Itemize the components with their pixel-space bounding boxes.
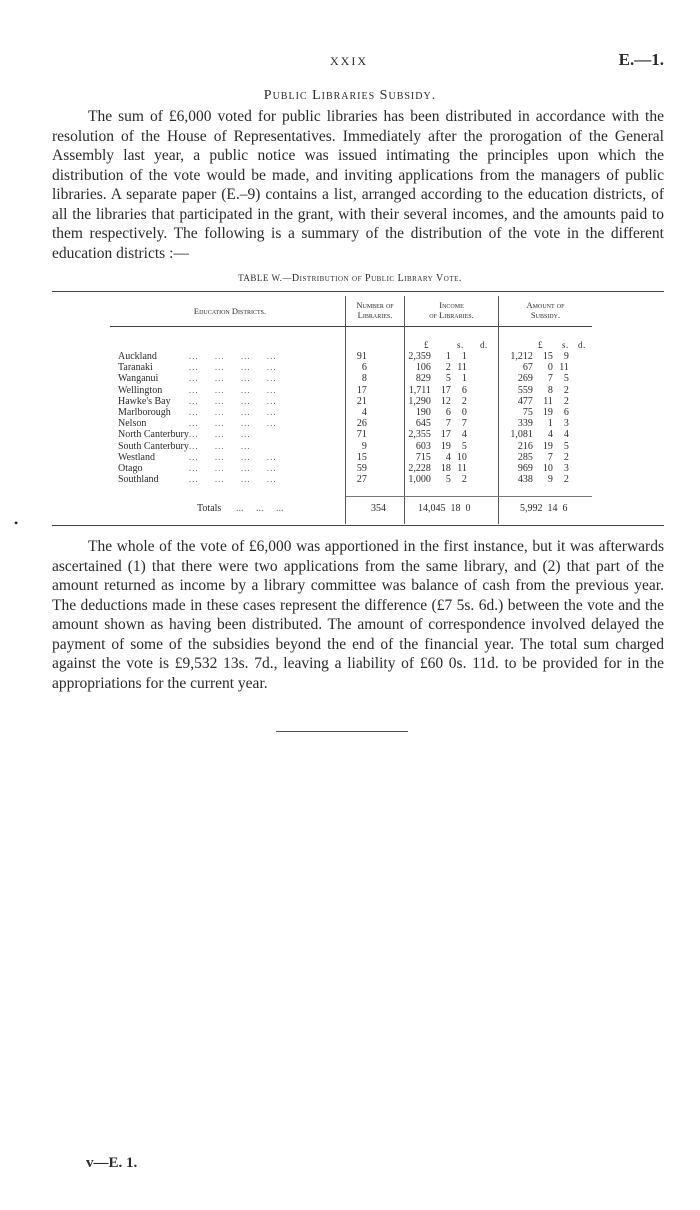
subsidy-pounds-unit: £ — [538, 340, 543, 350]
district-name: Southland — [118, 474, 159, 486]
subsidy-shillings: 10 — [542, 463, 553, 475]
libraries-count: 17 — [356, 384, 367, 396]
table-header-rule — [110, 326, 592, 327]
leader-dots: ... ... ... ... — [188, 362, 277, 373]
income-pounds: 829 — [415, 373, 431, 385]
totals-subsidy: 5,992 14 6 — [520, 503, 568, 514]
table-row — [118, 418, 569, 429]
income-pounds: 106 — [415, 362, 431, 374]
page-header — [0, 50, 700, 74]
leader-dots: ... ... ... — [188, 440, 251, 451]
subsidy-pounds: 477 — [517, 395, 533, 407]
income-shillings: 18 — [440, 463, 451, 475]
totals-label: Totals — [197, 503, 222, 514]
subsidy-pounds: 1,212 — [510, 351, 533, 362]
subsidy-pence: 2 — [563, 474, 569, 486]
table-row — [118, 407, 569, 418]
income-pence: 1 — [461, 351, 467, 362]
subsidy-shillings: 7 — [547, 373, 553, 385]
table-bottom-rule — [52, 525, 664, 526]
income-shillings: 17 — [440, 384, 451, 396]
subsidy-pounds: 559 — [517, 384, 533, 396]
table-row — [118, 351, 569, 362]
subsidy-pence: 9 — [563, 351, 569, 362]
income-pence: 10 — [456, 451, 467, 463]
subsidy-pounds: 1,081 — [510, 429, 533, 441]
income-shillings: 6 — [445, 407, 451, 419]
subsidy-shillings: 11 — [543, 395, 553, 407]
table-row — [118, 452, 569, 463]
district-name: Marlborough — [118, 407, 171, 419]
subsidy-pounds: 67 — [522, 362, 533, 374]
subsidy-shillings: 8 — [547, 384, 553, 396]
leader-dots: ... ... ... ... — [188, 395, 277, 406]
table-row — [118, 441, 569, 452]
income-pounds: 645 — [415, 418, 431, 430]
table-row — [118, 463, 569, 474]
header-education-districts: Education Districts. — [193, 306, 267, 316]
subsidy-pounds: 216 — [517, 440, 533, 452]
subsidy-pence: 3 — [563, 463, 569, 475]
subsidy-pence: 2 — [563, 451, 569, 463]
table-row — [118, 474, 569, 485]
income-pence: 11 — [457, 463, 467, 475]
header-number-of-libraries — [346, 300, 404, 320]
leader-dots: ... ... ... — [188, 429, 251, 440]
header-libraries-line1: Number of — [356, 300, 394, 310]
header-subsidy-line1: Amount of — [526, 300, 565, 310]
table-caption — [0, 273, 700, 284]
header-libraries-line2: Libraries. — [357, 310, 393, 320]
subsidy-pounds: 269 — [517, 373, 533, 385]
page-number: XXIX — [330, 54, 368, 68]
district-name: South Canterbury — [118, 440, 189, 452]
libraries-count: 26 — [356, 418, 367, 430]
income-shillings: 1 — [445, 351, 451, 362]
district-name: Wanganui — [118, 373, 159, 385]
leader-dots: ... ... ... ... — [188, 474, 277, 485]
table-caption-text: Distribution of Public Library Vote. — [291, 273, 462, 284]
subsidy-pounds: 969 — [517, 463, 533, 475]
income-pence: 5 — [461, 440, 467, 452]
totals-libraries: 354 — [371, 503, 386, 514]
income-pence: 6 — [461, 384, 467, 396]
subsidy-pence: 6 — [563, 407, 569, 419]
margin-mark: • — [14, 516, 19, 530]
leader-dots: ... ... ... ... — [188, 384, 277, 395]
table-row — [118, 385, 569, 396]
income-pence: 4 — [461, 429, 467, 441]
income-pounds-unit: £ — [424, 340, 429, 350]
income-pence: 2 — [461, 395, 467, 407]
distribution-table — [118, 351, 569, 485]
income-shillings: 5 — [445, 474, 451, 486]
leader-dots: ... ... ... ... — [188, 451, 277, 462]
income-shillings: 5 — [445, 373, 451, 385]
leader-dots: ... ... ... ... — [188, 463, 277, 474]
libraries-count: 91 — [356, 351, 367, 362]
header-income-line1: Income — [439, 300, 464, 310]
subsidy-pence: 11 — [559, 362, 569, 374]
subsidy-shillings: 1 — [547, 418, 553, 430]
income-shillings: 7 — [445, 418, 451, 430]
subsidy-pounds: 438 — [517, 474, 533, 486]
subsidy-shillings: 9 — [547, 474, 553, 486]
district-name: Taranaki — [118, 362, 153, 374]
table-row — [118, 396, 569, 407]
district-name: North Canterbury — [118, 429, 189, 441]
libraries-count: 21 — [356, 395, 367, 407]
section-title: Public Libraries Subsidy. — [263, 88, 437, 103]
subsidy-pence: 2 — [563, 395, 569, 407]
leader-dots: ... ... ... ... — [188, 407, 277, 418]
income-pounds: 2,228 — [408, 463, 431, 475]
table-row — [118, 429, 569, 440]
totals-rule — [346, 496, 592, 497]
subsidy-shillings: 19 — [542, 440, 553, 452]
header-subsidy-line2: Subsidy. — [530, 310, 561, 320]
libraries-count: 71 — [356, 429, 367, 441]
leader-dots: ... ... ... ... — [188, 418, 277, 429]
income-pounds: 603 — [415, 440, 431, 452]
income-pence: 0 — [461, 407, 467, 419]
income-pounds: 1,711 — [408, 384, 431, 396]
income-shillings: 17 — [440, 429, 451, 441]
income-pounds: 190 — [415, 407, 431, 419]
subsidy-shillings: 7 — [547, 451, 553, 463]
income-pounds: 715 — [415, 451, 431, 463]
district-name: Wellington — [118, 384, 163, 396]
closing-paragraph: The whole of the vote of £6,000 was apportioned in the first instance, but it was afterwards ascertained (1) that there were two applications from the same library, and (2) that part of the amount returned as income by a library committee was balance of cash from the previous year. The deductions made in these cases represent the difference (£7 5s. 6d.) between the vote and the amount shown as having been distributed. The amount of correspondence involved delayed the payment of some of the subsidies beyond the end of the financial year. The total sum charged against the vote is £9,532 13s. 7d., leaving a liability of £60 0s. 11d. to be provided for in the appropriations for the current year. — [52, 538, 664, 692]
document-reference: E.—1. — [618, 50, 664, 69]
income-pence: 2 — [461, 474, 467, 486]
district-name: Otago — [118, 463, 143, 475]
subsidy-pounds: 75 — [522, 407, 533, 419]
header-subsidy — [499, 300, 592, 320]
table-top-rule — [52, 291, 664, 292]
subsidy-shillings: 19 — [542, 407, 553, 419]
libraries-count: 27 — [356, 474, 367, 486]
libraries-count: 8 — [361, 373, 367, 385]
subsidy-pence: 5 — [563, 440, 569, 452]
income-pence: 7 — [461, 418, 467, 430]
libraries-count: 15 — [356, 451, 367, 463]
subsidy-pounds: 285 — [517, 451, 533, 463]
district-name: Nelson — [118, 418, 147, 430]
subsidy-pence-unit: d. — [578, 340, 586, 350]
section-end-rule — [276, 731, 408, 732]
subsidy-pence: 2 — [563, 384, 569, 396]
table-row — [118, 373, 569, 384]
subsidy-pence: 5 — [563, 373, 569, 385]
income-pence: 1 — [461, 373, 467, 385]
totals-dots: ... ... ... — [236, 503, 284, 514]
libraries-count: 6 — [361, 362, 367, 374]
totals-income: 14,045 18 0 — [418, 503, 471, 514]
income-pounds: 1,290 — [408, 395, 431, 407]
income-pence-unit: d. — [480, 340, 488, 350]
subsidy-pence: 4 — [563, 429, 569, 441]
subsidy-shillings: 0 — [547, 362, 553, 374]
subsidy-pence: 3 — [563, 418, 569, 430]
income-shillings: 19 — [440, 440, 451, 452]
income-pounds: 2,359 — [408, 351, 431, 362]
district-name: Westland — [118, 451, 155, 463]
income-pence: 11 — [457, 362, 467, 374]
leader-dots: ... ... ... ... — [188, 351, 277, 361]
district-name: Auckland — [118, 351, 157, 362]
income-pounds: 1,000 — [408, 474, 431, 486]
income-shillings-unit: s. — [457, 340, 464, 350]
header-income — [405, 300, 498, 320]
footer-signature: v—E. 1. — [86, 1155, 138, 1171]
table-caption-prefix: TABLE W.— — [238, 273, 292, 283]
income-pounds: 2,355 — [408, 429, 431, 441]
table-row — [118, 362, 569, 373]
district-name: Hawke's Bay — [118, 395, 171, 407]
libraries-count: 4 — [361, 407, 367, 419]
intro-paragraph: The sum of £6,000 voted for public libraries has been distributed in accordance with the resolution of the House of Representatives. Immediately after the prorogation of the General Assembly last year, a public notice was issued intimating the principles upon which the distribution of the vote would be made, and inviting applications from the managers of public libraries. A separate paper (E.–9) contains a list, arranged according to the education districts, of all the libraries that participated in the grant, with their several incomes, and the amounts paid to them respectively. The following is a summary of the distribution of the vote in the different education districts :— — [52, 108, 664, 262]
income-shillings: 2 — [445, 362, 451, 374]
subsidy-pounds: 339 — [517, 418, 533, 430]
subsidy-shillings: 15 — [542, 351, 553, 362]
subsidy-shillings: 4 — [547, 429, 553, 441]
libraries-count: 9 — [361, 440, 367, 452]
income-shillings: 4 — [445, 451, 451, 463]
income-shillings: 12 — [440, 395, 451, 407]
leader-dots: ... ... ... ... — [188, 373, 277, 384]
libraries-count: 59 — [356, 463, 367, 475]
subsidy-shillings-unit: s. — [562, 340, 569, 350]
header-income-line2: of Libraries. — [429, 310, 474, 320]
